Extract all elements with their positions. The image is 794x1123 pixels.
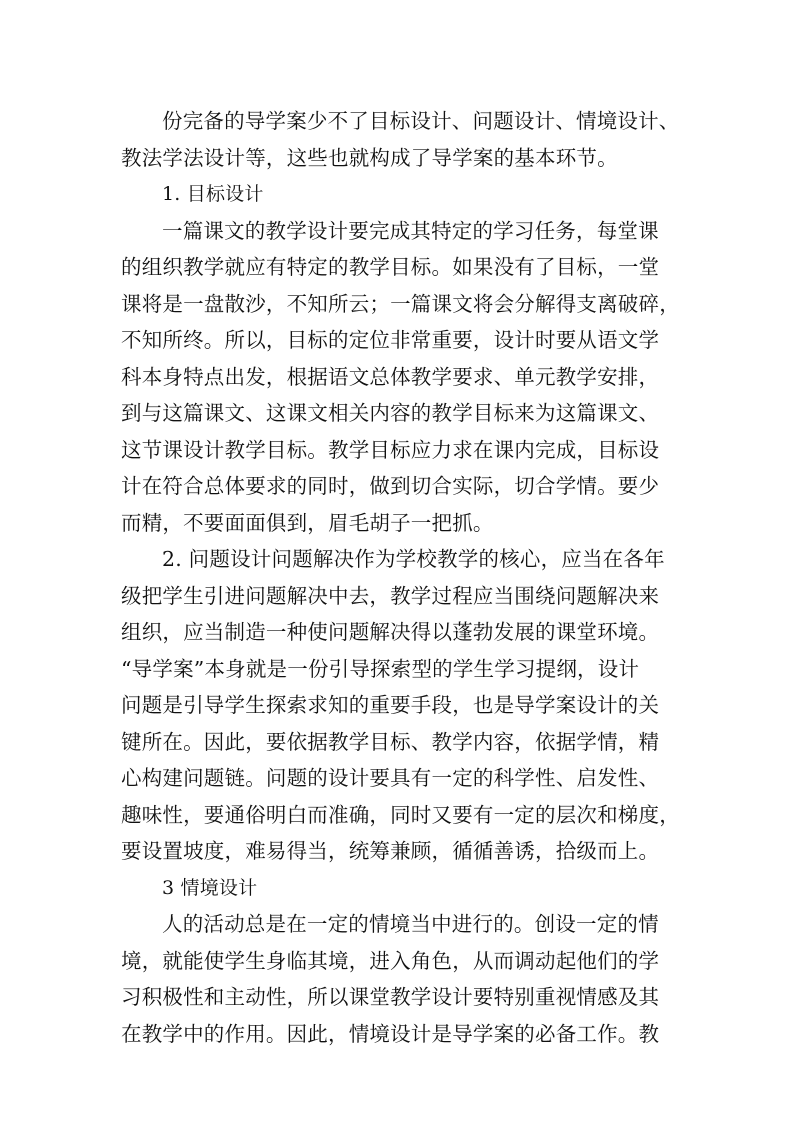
paragraph-line: 要设置坡度，难易得当，统筹兼顾，循循善诱，拾级而上。 [121, 839, 660, 863]
paragraph-line: 这节课设计教学目标。教学目标应力求在课内完成，目标设 [121, 437, 660, 462]
paragraph-line: 习积极性和主动性，所以课堂教学设计要特别重视情感及其 [121, 985, 660, 1009]
section-heading-problem-design: 2. 问题设计问题解决作为学校教学的核心，应当在各年 [162, 547, 665, 571]
paragraph-line: 而精，不要面面俱到，眉毛胡子一把抓。 [121, 510, 494, 535]
paragraph-line: 组织，应当制造一种使问题解决得以蓬勃发展的课堂环境。 [121, 620, 660, 644]
paragraph-line: 趣味性，要通俗明白而准确，同时又要有一定的层次和梯度， [121, 802, 680, 827]
paragraph-line: 在教学中的作用。因此，情境设计是导学案的必备工作。教 [121, 1021, 660, 1046]
paragraph-line: 境，就能使学生身临其境，进入角色，从而调动起他们的学 [121, 948, 660, 973]
paragraph-line: 人的活动总是在一定的情境当中进行的。创设一定的情 [162, 912, 659, 936]
document-body [121, 103, 681, 1052]
paragraph-line: 问题是引导学生探索求知的重要手段，也是导学案设计的关 [121, 693, 660, 717]
paragraph-line: 键所在。因此，要依据教学目标、教学内容，依据学情，精 [121, 729, 660, 754]
paragraph-line: 心构建问题链。问题的设计要具有一定的科学性、启发性、 [121, 766, 660, 790]
paragraph-line: 一篇课文的教学设计要完成其特定的学习任务，每堂课 [162, 218, 659, 243]
section-heading-goal-design: 1. 目标设计 [162, 183, 264, 205]
paragraph-line: 到与这篇课文、这课文相关内容的教学目标来为这篇课文、 [121, 401, 660, 425]
paragraph-line: 不知所终。所以，目标的定位非常重要，设计时要从语文学 [121, 328, 660, 352]
paragraph-line: 教法学法设计等，这些也就构成了导学案的基本环节。 [121, 145, 618, 170]
paragraph-line: 课将是一盘散沙，不知所云；一篇课文将会分解得支离破碎， [121, 291, 680, 316]
paragraph-line: 级把学生引进问题解决中去，教学过程应当围绕问题解决来 [121, 583, 660, 608]
paragraph-line: “导学案”本身就是一份引导探索型的学生学习提纲，设计 [121, 656, 640, 681]
paragraph-line: 的组织教学就应有特定的教学目标。如果没有了目标，一堂 [121, 255, 660, 279]
paragraph-line: 份完备的导学案少不了目标设计、问题设计、情境设计、 [162, 109, 680, 133]
section-heading-context-design: 3 情境设计 [162, 876, 258, 899]
paragraph-line: 计在符合总体要求的同时，做到切合实际，切合学情。要少 [121, 474, 660, 498]
paragraph-line: 科本身特点出发，根据语文总体教学要求、单元教学安排， [121, 364, 660, 389]
